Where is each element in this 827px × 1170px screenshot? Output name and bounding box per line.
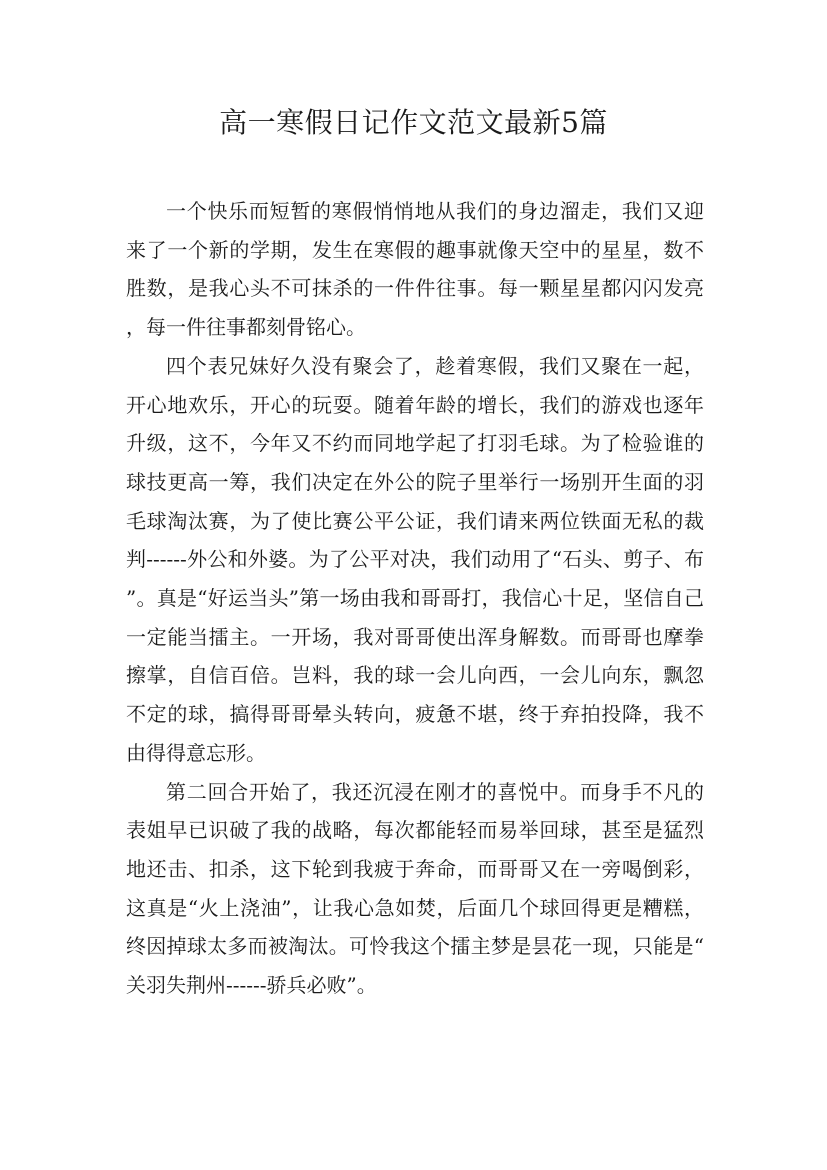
document-title: 高一寒假日记作文范文最新5篇 xyxy=(219,106,608,139)
paragraph-2: 四个表兄妹好久没有聚会了，趁着寒假，我们又聚在一起，开心地欢乐，开心的玩耍。随着年龄的增长，我们的游戏也逐年升级，这不，今年又不约而同地学起了打羽毛球。为了检验谁的球技更高一筹，我们决定在外公的院子里举行一场别开生面的羽毛球淘汰赛，为了使比赛公平公证，我们请来两位铁面无私的裁判------外公和外婆。为了公平对决，我们动用了“石头、剪子、布”。真是“好运当头”第一场由我和哥哥打，我信心十足，坚信自己一定能当擂主。一开场，我对哥哥使出浑身解数。而哥哥也摩拳擦掌，自信百倍。岂料，我的球一会儿向西，一会儿向东，飘忽不定的球，搞得哥哥晕头转向，疲惫不堪，终于弃拍投降，我不由得得意忘形。 xyxy=(126,353,704,765)
document-body xyxy=(126,192,704,1005)
paragraph-3: 第二回合开始了，我还沉浸在刚才的喜悦中。而身手不凡的表姐早已识破了我的战略，每次都能轻而易举回球，甚至是猛烈地还击、扣杀，这下轮到我疲于奔命，而哥哥又在一旁喝倒彩，这真是“火上浇油”，让我心急如焚，后面几个球回得更是糟糕，终因掉球太多而被淘汰。可怜我这个擂主梦是昙花一现，只能是“关羽失荆州------骄兵必败”。 xyxy=(126,779,704,998)
paragraph-1: 一个快乐而短暂的寒假悄悄地从我们的身边溜走，我们又迎来了一个新的学期，发生在寒假的趣事就像天空中的星星，数不胜数，是我心头不可抹杀的一件件往事。每一颗星星都闪闪发亮，每一件往事都刻骨铭心。 xyxy=(126,199,704,340)
